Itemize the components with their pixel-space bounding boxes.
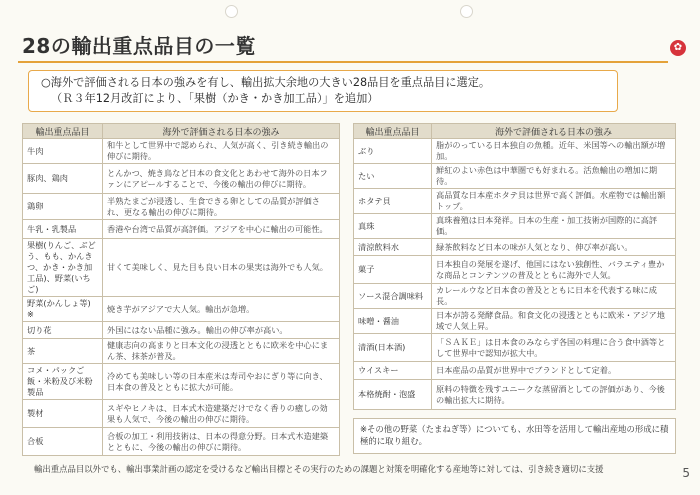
item-strength-cell: 健康志向の高まりと日本文化の浸透とともに欧米を中心にまん茶、抹茶が普及。 (103, 339, 340, 364)
summary-line-2: （Ｒ３年12月改訂により、「果樹（かき・かき加工品）」を追加） (51, 92, 379, 105)
item-name-cell: 牛乳・乳製品 (23, 220, 103, 239)
item-strength-cell: 和牛として世界中で認められ、人気が高く、引き続き輸出の伸びに期待。 (103, 139, 340, 164)
table-row (354, 164, 676, 189)
item-name-cell: 製材 (23, 400, 103, 428)
item-name-cell: 味噌・醤油 (354, 309, 432, 334)
page-title: 28の輸出重点品目の一覧 (22, 34, 256, 58)
item-strength-cell: 「ＳＡＫＥ」は日本食のみならず各国の料理に合う食中酒等として世界中で認知が拡大中。 (432, 334, 676, 362)
item-strength-cell: 半熟たまごが浸透し、生食できる卵としての品質が評価され、更なる輸出の伸びに期待。 (103, 194, 340, 220)
page-number: 5 (682, 466, 690, 480)
item-name-cell: ホタテ貝 (354, 189, 432, 214)
table-row (354, 139, 676, 164)
vegetable-footnote: ※その他の野菜（たまねぎ等）についても、水田等を活用して輸出産地の形成に積極的に取り組む。 (353, 418, 676, 454)
table-row (354, 334, 676, 362)
item-strength-cell: 外国にはない品種に強み。輸出の伸び率が高い。 (103, 322, 340, 339)
item-strength-cell: 甘くて美味しく、見た目も良い日本の果実は海外でも人気。 (103, 239, 340, 297)
item-name-cell: 清涼飲料水 (354, 239, 432, 256)
item-strength-cell: カレールウなど日本食の普及とともに日本を代表する味に成長。 (432, 284, 676, 309)
item-name-cell: 合板 (23, 428, 103, 456)
table-row (354, 380, 676, 410)
column-header-item: 輸出重点品目 (354, 124, 432, 139)
item-strength-cell: 日本が誇る発酵食品。和食文化の浸透とともに欧米・アジア地域で人気上昇。 (432, 309, 676, 334)
item-name-cell: コメ・パックご飯・米粉及び米粉製品 (23, 364, 103, 400)
item-name-cell: 果樹(りんご、ぶどう、もも、かんきつ、かき・かき加工品)、野菜(いちご) (23, 239, 103, 297)
column-header-strength: 海外で評価される日本の強み (103, 124, 340, 139)
item-strength-cell: 鮮紅のよい赤色は中華圏でも好まれる。活魚輸出の増加に期待。 (432, 164, 676, 189)
page-footer-note: 輸出重点品目以外でも、輸出事業計画の認定を受けるなど輸出目標とその実行のための課題と対策を明確化する産地等に対しては、引き続き適切に支援 (34, 464, 604, 474)
item-name-cell: たい (354, 164, 432, 189)
summary-line-1: ○海外で評価される日本の強みを有し、輸出拡大余地の大きい28品目を重点品目に選定。 (41, 76, 491, 89)
table-row (354, 362, 676, 380)
table-row (23, 322, 340, 339)
table-row (354, 309, 676, 334)
table-row (23, 428, 340, 456)
summary-box (28, 70, 618, 112)
item-strength-cell: 脂がのっている日本独自の魚種。近年、米国等への輸出額が増加。 (432, 139, 676, 164)
item-name-cell: ぶり (354, 139, 432, 164)
binder-hole (225, 5, 238, 18)
flower-icon: ✿ (670, 40, 686, 56)
table-row (23, 220, 340, 239)
item-name-cell: 菓子 (354, 256, 432, 284)
column-header-strength: 海外で評価される日本の強み (432, 124, 676, 139)
item-name-cell: 清酒(日本酒) (354, 334, 432, 362)
right-item-table (353, 123, 676, 410)
table-row (23, 400, 340, 428)
table-row (354, 284, 676, 309)
table-row (23, 297, 340, 322)
binder-hole (460, 5, 473, 18)
item-name-cell: 真珠 (354, 214, 432, 239)
column-header-item: 輸出重点品目 (23, 124, 103, 139)
table-header-row (23, 124, 340, 139)
table-row (354, 239, 676, 256)
item-name-cell: 本格焼酎・泡盛 (354, 380, 432, 410)
table-row (354, 214, 676, 239)
title-divider (18, 61, 668, 63)
item-strength-cell: 冷めても美味しい等の日本産米は寿司やおにぎり等に向き、日本食の普及とともに拡大が可能。 (103, 364, 340, 400)
item-name-cell: 牛肉 (23, 139, 103, 164)
item-name-cell: 茶 (23, 339, 103, 364)
item-name-cell: 切り花 (23, 322, 103, 339)
item-strength-cell: 日本産品の品質が世界中でブランドとして定着。 (432, 362, 676, 380)
table-row (354, 189, 676, 214)
item-name-cell: 鶏卵 (23, 194, 103, 220)
table-row (23, 164, 340, 194)
table-row (23, 339, 340, 364)
item-strength-cell: スギやヒノキは、日本式木造建築だけでなく香りの癒しの効果も人気で、今後の輸出の伸びに期待。 (103, 400, 340, 428)
item-strength-cell: 緑茶飲料など日本の味が人気となり、伸び率が高い。 (432, 239, 676, 256)
table-row (23, 239, 340, 297)
item-strength-cell: とんかつ、焼き鳥など日本の食文化とあわせて海外の日本ファンにアピールすることで、今後の輸出の伸びに期待。 (103, 164, 340, 194)
item-strength-cell: 日本独自の発展を遂げ、他国にはない独創性、バラエティ豊かな商品とコンテンツの普及とともに海外で人気。 (432, 256, 676, 284)
table-row (354, 256, 676, 284)
item-name-cell: ソース混合調味料 (354, 284, 432, 309)
table-row (23, 364, 340, 400)
table-row (23, 139, 340, 164)
item-name-cell: 野菜(かんしょ等) ※ (23, 297, 103, 322)
item-name-cell: 豚肉、鶏肉 (23, 164, 103, 194)
item-strength-cell: 焼き芋がアジアで大人気。輸出が急増。 (103, 297, 340, 322)
item-strength-cell: 香港や台湾で品質が高評価。アジアを中心に輸出の可能性。 (103, 220, 340, 239)
left-item-table (22, 123, 340, 456)
table-row (23, 194, 340, 220)
table-header-row (354, 124, 676, 139)
item-strength-cell: 真珠養殖は日本発祥。日本の生産・加工技術が国際的に高評価。 (432, 214, 676, 239)
item-strength-cell: 原料の特徴を残すユニークな蒸留酒としての評価があり、今後の輸出拡大に期待。 (432, 380, 676, 410)
item-name-cell: ウイスキー (354, 362, 432, 380)
item-strength-cell: 高品質な日本産ホタテ貝は世界で高く評価。水産物では輸出額トップ。 (432, 189, 676, 214)
item-strength-cell: 合板の加工・利用技術は、日本の得意分野。日本式木造建築とともに、今後の輸出の伸びに期待。 (103, 428, 340, 456)
